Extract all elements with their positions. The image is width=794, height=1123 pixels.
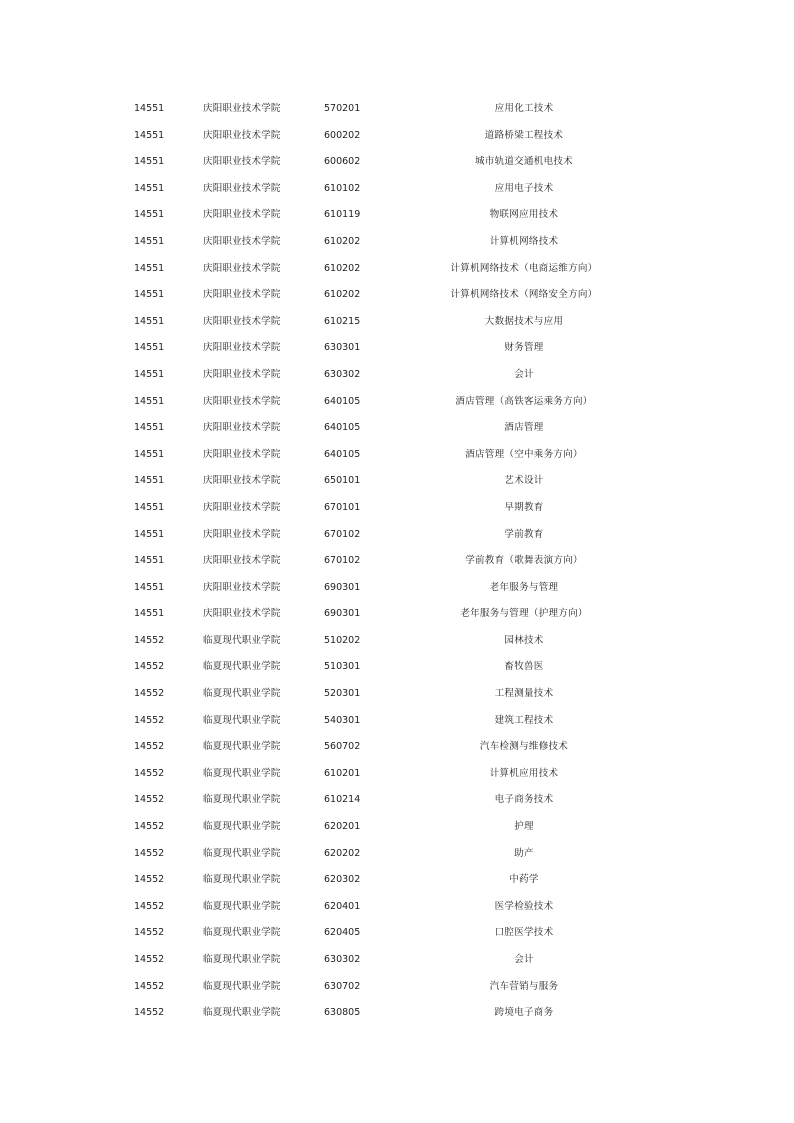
table-row <box>0 495 794 522</box>
school-id-cell: 14551 <box>134 235 165 247</box>
major-code-cell: 610102 <box>324 182 361 194</box>
major-code-cell: 640105 <box>324 395 361 407</box>
school-name-cell: 庆阳职业技术学院 <box>203 448 281 460</box>
school-name-cell: 临夏现代职业学院 <box>203 714 281 726</box>
table-row <box>0 734 794 761</box>
school-id-cell: 14552 <box>134 874 165 886</box>
major-name-cell: 中药学 <box>509 874 539 886</box>
major-code-cell: 610215 <box>324 315 361 327</box>
table-row <box>0 256 794 283</box>
school-id-cell: 14552 <box>134 794 165 806</box>
major-name-cell: 道路桥梁工程技术 <box>484 129 564 141</box>
school-id-cell: 14551 <box>134 395 165 407</box>
school-name-cell: 临夏现代职业学院 <box>203 874 281 886</box>
school-id-cell: 14552 <box>134 767 165 779</box>
major-name-cell: 应用化工技术 <box>494 103 554 114</box>
table-row <box>0 1000 794 1027</box>
table-row <box>0 149 794 176</box>
major-name-cell: 艺术设计 <box>504 475 544 487</box>
major-code-cell: 670102 <box>324 555 361 567</box>
major-code-cell: 600202 <box>324 129 361 141</box>
major-code-cell: 650101 <box>324 475 361 487</box>
school-id-cell: 14552 <box>134 741 165 753</box>
school-id-cell: 14551 <box>134 555 165 567</box>
school-name-cell: 临夏现代职业学院 <box>203 767 281 779</box>
school-name-cell: 庆阳职业技术学院 <box>203 501 281 513</box>
school-name-cell: 庆阳职业技术学院 <box>203 235 281 247</box>
school-id-cell: 14551 <box>134 528 165 540</box>
major-code-cell: 670101 <box>324 501 361 513</box>
school-name-cell: 临夏现代职业学院 <box>203 954 281 965</box>
major-code-cell: 670102 <box>324 528 361 540</box>
major-name-cell: 老年服务与管理 <box>489 581 559 593</box>
major-name-cell: 计算机网络技术（网络安全方向） <box>450 289 598 301</box>
school-id-cell: 14552 <box>134 634 165 646</box>
table-row <box>0 761 794 788</box>
table-row <box>0 681 794 708</box>
major-code-cell: 570201 <box>324 103 361 114</box>
major-code-cell: 690301 <box>324 608 361 620</box>
school-name-cell: 临夏现代职业学院 <box>203 927 281 939</box>
school-id-cell: 14552 <box>134 1007 165 1019</box>
school-id-cell: 14551 <box>134 182 165 194</box>
major-code-cell: 600602 <box>324 156 361 168</box>
table-row <box>0 202 794 229</box>
school-name-cell: 临夏现代职业学院 <box>203 900 281 912</box>
major-list-table <box>0 96 794 1027</box>
major-code-cell: 630302 <box>324 954 361 965</box>
major-code-cell: 510301 <box>324 661 361 673</box>
school-name-cell: 庆阳职业技术学院 <box>203 581 281 593</box>
major-code-cell: 620201 <box>324 821 361 833</box>
major-name-cell: 园林技术 <box>504 634 544 646</box>
major-name-cell: 汽车营销与服务 <box>489 980 559 992</box>
school-id-cell: 14551 <box>134 475 165 487</box>
school-name-cell: 临夏现代职业学院 <box>203 847 281 859</box>
school-name-cell: 庆阳职业技术学院 <box>203 262 281 274</box>
school-id-cell: 14552 <box>134 847 165 859</box>
school-id-cell: 14552 <box>134 661 165 673</box>
school-name-cell: 临夏现代职业学院 <box>203 1007 281 1019</box>
table-row <box>0 654 794 681</box>
major-code-cell: 560702 <box>324 741 361 753</box>
major-code-cell: 630805 <box>324 1007 361 1019</box>
major-name-cell: 酒店管理（空中乘务方向） <box>465 448 583 460</box>
major-code-cell: 620202 <box>324 847 361 859</box>
school-name-cell: 庆阳职业技术学院 <box>203 315 281 327</box>
table-row <box>0 947 794 974</box>
school-id-cell: 14552 <box>134 980 165 992</box>
school-id-cell: 14551 <box>134 129 165 141</box>
table-row <box>0 468 794 495</box>
school-name-cell: 临夏现代职业学院 <box>203 821 281 833</box>
school-name-cell: 庆阳职业技术学院 <box>203 555 281 567</box>
major-name-cell: 畜牧兽医 <box>504 661 544 673</box>
major-name-cell: 应用电子技术 <box>494 182 554 194</box>
table-row <box>0 282 794 309</box>
school-name-cell: 临夏现代职业学院 <box>203 741 281 753</box>
school-name-cell: 庆阳职业技术学院 <box>203 129 281 141</box>
school-name-cell: 庆阳职业技术学院 <box>203 475 281 487</box>
major-code-cell: 540301 <box>324 714 361 726</box>
school-name-cell: 庆阳职业技术学院 <box>203 368 281 380</box>
school-name-cell: 临夏现代职业学院 <box>203 980 281 992</box>
major-name-cell: 物联网应用技术 <box>489 209 559 221</box>
major-code-cell: 510202 <box>324 634 361 646</box>
major-name-cell: 会计 <box>514 954 534 965</box>
school-id-cell: 14551 <box>134 342 165 354</box>
major-name-cell: 财务管理 <box>504 342 544 354</box>
table-row <box>0 628 794 655</box>
major-code-cell: 690301 <box>324 581 361 593</box>
school-id-cell: 14551 <box>134 262 165 274</box>
major-name-cell: 老年服务与管理（护理方向） <box>460 608 588 620</box>
major-code-cell: 610119 <box>324 209 361 221</box>
school-name-cell: 庆阳职业技术学院 <box>203 342 281 354</box>
school-id-cell: 14552 <box>134 954 165 965</box>
table-row <box>0 814 794 841</box>
major-name-cell: 建筑工程技术 <box>494 714 554 726</box>
school-id-cell: 14551 <box>134 448 165 460</box>
school-name-cell: 庆阳职业技术学院 <box>203 395 281 407</box>
school-id-cell: 14551 <box>134 209 165 221</box>
school-id-cell: 14552 <box>134 900 165 912</box>
major-code-cell: 610201 <box>324 767 361 779</box>
major-name-cell: 医学检验技术 <box>494 900 554 912</box>
table-row <box>0 96 794 123</box>
major-code-cell: 620401 <box>324 900 361 912</box>
school-name-cell: 庆阳职业技术学院 <box>203 422 281 434</box>
major-name-cell: 工程测量技术 <box>494 688 554 700</box>
school-name-cell: 庆阳职业技术学院 <box>203 289 281 301</box>
table-row <box>0 522 794 549</box>
major-code-cell: 640105 <box>324 422 361 434</box>
table-row <box>0 176 794 203</box>
school-name-cell: 庆阳职业技术学院 <box>203 608 281 620</box>
table-row <box>0 575 794 602</box>
school-id-cell: 14551 <box>134 608 165 620</box>
table-row <box>0 389 794 416</box>
major-name-cell: 大数据技术与应用 <box>484 315 564 327</box>
school-name-cell: 临夏现代职业学院 <box>203 794 281 806</box>
school-name-cell: 庆阳职业技术学院 <box>203 156 281 168</box>
major-code-cell: 640105 <box>324 448 361 460</box>
school-id-cell: 14551 <box>134 315 165 327</box>
table-row <box>0 229 794 256</box>
table-row <box>0 920 794 947</box>
major-name-cell: 电子商务技术 <box>494 794 554 806</box>
major-name-cell: 会计 <box>514 368 534 380</box>
school-name-cell: 庆阳职业技术学院 <box>203 209 281 221</box>
school-id-cell: 14552 <box>134 927 165 939</box>
school-name-cell: 庆阳职业技术学院 <box>203 528 281 540</box>
major-code-cell: 610202 <box>324 235 361 247</box>
major-code-cell: 610214 <box>324 794 361 806</box>
major-name-cell: 早期教育 <box>504 501 544 513</box>
major-name-cell: 酒店管理（高铁客运乘务方向） <box>455 395 593 407</box>
major-code-cell: 610202 <box>324 289 361 301</box>
major-name-cell: 跨境电子商务 <box>494 1007 554 1019</box>
school-id-cell: 14551 <box>134 289 165 301</box>
table-row <box>0 974 794 1001</box>
major-code-cell: 520301 <box>324 688 361 700</box>
major-name-cell: 口腔医学技术 <box>494 927 554 939</box>
major-name-cell: 护理 <box>514 821 534 833</box>
major-name-cell: 计算机网络技术 <box>489 235 559 247</box>
school-id-cell: 14551 <box>134 368 165 380</box>
table-row <box>0 362 794 389</box>
school-id-cell: 14551 <box>134 103 165 114</box>
major-name-cell: 计算机网络技术（电商运维方向） <box>450 262 598 274</box>
major-name-cell: 学前教育 <box>504 528 544 540</box>
school-id-cell: 14552 <box>134 688 165 700</box>
major-name-cell: 计算机应用技术 <box>489 767 559 779</box>
school-id-cell: 14551 <box>134 501 165 513</box>
table-row <box>0 123 794 150</box>
major-code-cell: 630301 <box>324 342 361 354</box>
school-id-cell: 14551 <box>134 156 165 168</box>
school-name-cell: 庆阳职业技术学院 <box>203 103 281 114</box>
school-id-cell: 14552 <box>134 714 165 726</box>
major-name-cell: 学前教育（歌舞表演方向） <box>465 555 583 567</box>
school-name-cell: 临夏现代职业学院 <box>203 688 281 700</box>
table-row <box>0 787 794 814</box>
table-row <box>0 548 794 575</box>
major-code-cell: 620302 <box>324 874 361 886</box>
table-row <box>0 415 794 442</box>
major-code-cell: 610202 <box>324 262 361 274</box>
table-row <box>0 601 794 628</box>
major-code-cell: 630702 <box>324 980 361 992</box>
table-row <box>0 841 794 868</box>
table-row <box>0 708 794 735</box>
school-name-cell: 临夏现代职业学院 <box>203 661 281 673</box>
major-code-cell: 620405 <box>324 927 361 939</box>
school-id-cell: 14551 <box>134 581 165 593</box>
table-row <box>0 442 794 469</box>
major-name-cell: 酒店管理 <box>504 422 544 434</box>
major-name-cell: 城市轨道交通机电技术 <box>474 156 573 168</box>
school-id-cell: 14551 <box>134 422 165 434</box>
table-row <box>0 894 794 921</box>
table-row <box>0 309 794 336</box>
school-id-cell: 14552 <box>134 821 165 833</box>
school-name-cell: 庆阳职业技术学院 <box>203 182 281 194</box>
major-name-cell: 汽车检测与维修技术 <box>479 741 569 753</box>
major-name-cell: 助产 <box>514 847 534 859</box>
table-row <box>0 335 794 362</box>
table-row <box>0 867 794 894</box>
major-code-cell: 630302 <box>324 368 361 380</box>
school-name-cell: 临夏现代职业学院 <box>203 634 281 646</box>
